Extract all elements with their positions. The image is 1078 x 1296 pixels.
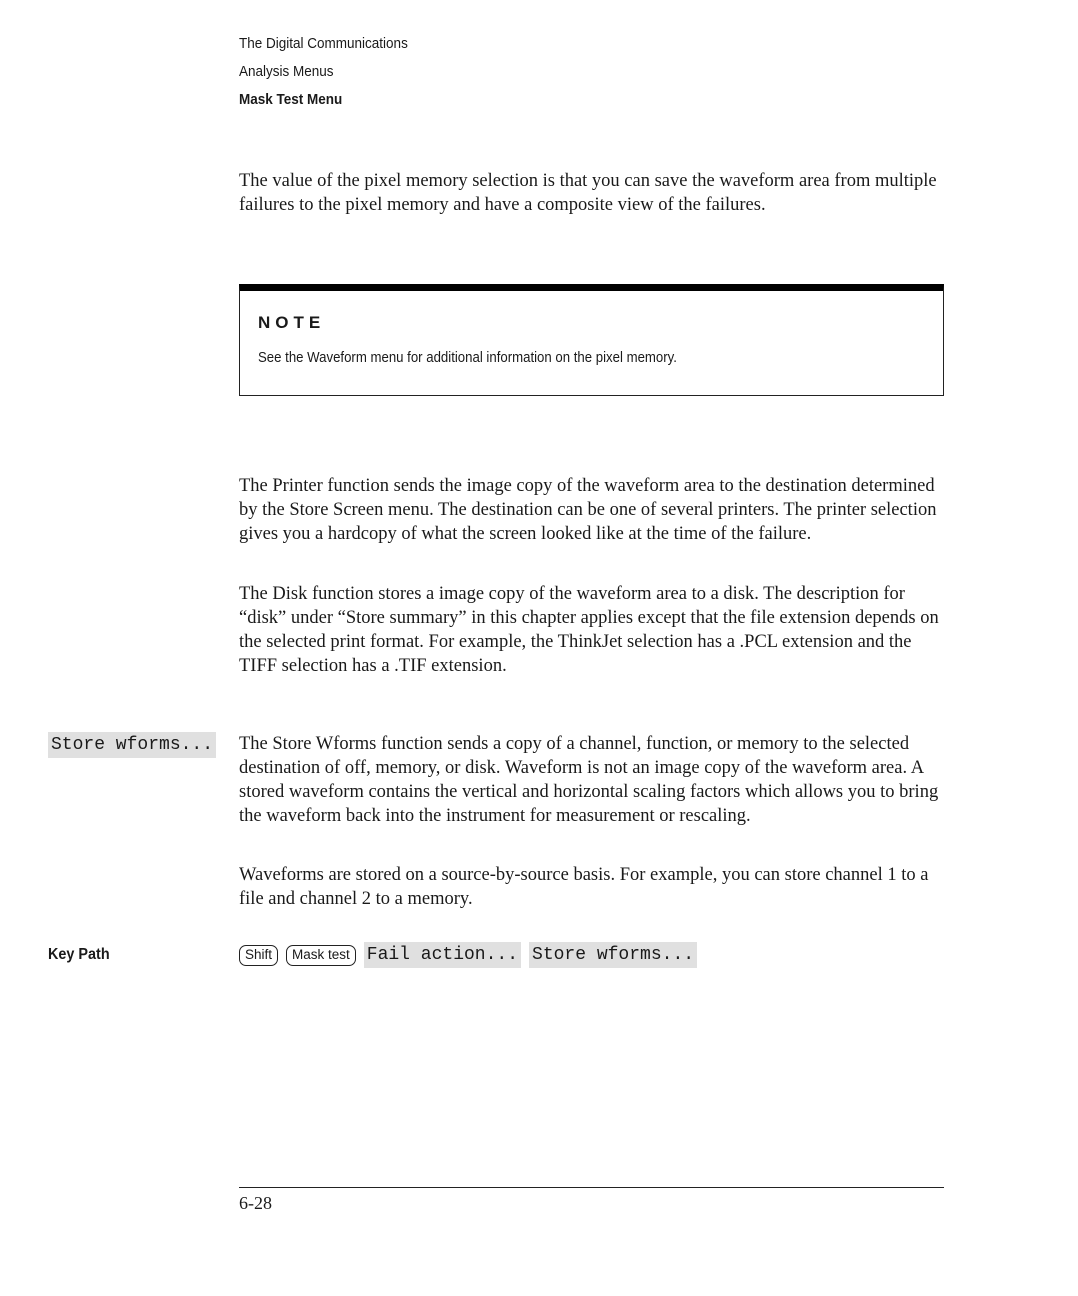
paragraph-store-wforms: The Store Wforms function sends a copy of a channel, function, or memory to the selected destination of off, memory, or disk. Waveform is not an image copy of the waveform area. A stored waveform contains the vertical and horizontal scaling factors which allows you to bring the waveform back into the instrument for measurement or rescaling. xyxy=(239,734,939,826)
side-softkey-store-wforms: Store wforms... xyxy=(48,732,216,758)
key-path xyxy=(239,942,697,968)
paragraph-waveforms-stored: Waveforms are stored on a source-by-source basis. For example, you can store channel 1 to a file and channel 2 to a memory. xyxy=(239,865,929,909)
note-text: See the Waveform menu for additional information on the pixel memory. xyxy=(258,349,677,366)
hardkey-mask-test: Mask test xyxy=(286,945,356,966)
page-number: 6-28 xyxy=(239,1193,272,1213)
key-path-label: Key Path xyxy=(48,946,110,963)
softkey-fail-action: Fail action... xyxy=(364,942,521,968)
header-line-1: The Digital Communications xyxy=(239,35,408,52)
paragraph-printer: The Printer function sends the image copy of the waveform area to the destination determined by the Store Screen menu. The destination can be one of several printers. The printer selection gives you a hardcopy of what the screen looked like at the time of the failure. xyxy=(239,476,937,544)
header-line-2: Analysis Menus xyxy=(239,63,334,80)
paragraph-disk: The Disk function stores a image copy of the waveform area to a disk. The description for “disk” under “Store summary” in this chapter applies except that the file extension depends on the selected print format. For example, the ThinkJet selection has a .PCL extension and the TIFF selection has a .TIF extension. xyxy=(239,584,939,676)
note-title: NOTE xyxy=(258,313,326,332)
running-header xyxy=(239,30,427,114)
hardkey-shift: Shift xyxy=(239,945,278,966)
paragraph-pixel-memory: The value of the pixel memory selection is that you can save the waveform area from multiple failures to the pixel memory and have a composite view of the failures. xyxy=(239,171,937,215)
note-box xyxy=(239,284,944,396)
softkey-store-wforms: Store wforms... xyxy=(529,942,697,968)
footer-rule xyxy=(239,1187,944,1188)
header-section-title: Mask Test Menu xyxy=(239,91,343,108)
